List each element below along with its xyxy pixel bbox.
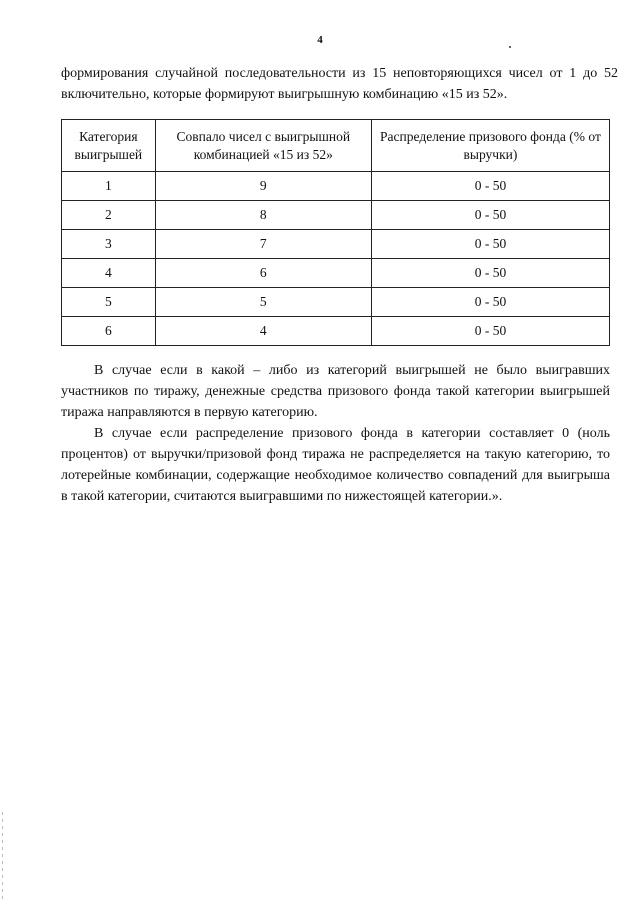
paragraph-no-winners: В случае если в какой – либо из категорий выигрышей не было выигравших участников по тиражу, денежные средства призового фонда такой категории выигрышей тиража направляются в первую категорию.: [61, 363, 610, 420]
page-number: 4: [317, 34, 323, 46]
cell-distribution: 0 - 50: [371, 201, 609, 230]
cell-matched: 6: [155, 259, 371, 288]
cell-category: 4: [62, 259, 156, 288]
header-prize-distribution: Распределение призового фонда (% от выручки): [371, 120, 609, 172]
table-row: [62, 317, 610, 346]
intro-paragraph: формирования случайной последовательности из 15 неповторяющихся чисел от 1 до 52 включительно, которые формируют выигрышную комбинацию «15 из 52».: [61, 66, 618, 102]
cell-category: 2: [62, 201, 156, 230]
cell-matched: 4: [155, 317, 371, 346]
table-row: [62, 230, 610, 259]
cell-category: 5: [62, 288, 156, 317]
body-text: [61, 360, 610, 507]
table-row: [62, 172, 610, 201]
cell-matched: 5: [155, 288, 371, 317]
header-matched-numbers: Совпало чисел с выигрышной комбинацией «15 из 52»: [155, 120, 371, 172]
table-row: [62, 201, 610, 230]
header-category: Категория выигрышей: [62, 120, 156, 172]
cell-distribution: 0 - 50: [371, 172, 609, 201]
cell-category: 3: [62, 230, 156, 259]
cell-matched: 8: [155, 201, 371, 230]
cell-distribution: 0 - 50: [371, 259, 609, 288]
cell-distribution: 0 - 50: [371, 317, 609, 346]
cell-category: 6: [62, 317, 156, 346]
table-row: [62, 288, 610, 317]
cell-distribution: 0 - 50: [371, 230, 609, 259]
cell-category: 1: [62, 172, 156, 201]
table-row: [62, 259, 610, 288]
cell-matched: 7: [155, 230, 371, 259]
cell-distribution: 0 - 50: [371, 288, 609, 317]
prize-distribution-table: [61, 119, 610, 346]
scan-speck: [509, 46, 511, 48]
table-header-row: [62, 120, 610, 172]
paragraph-zero-distribution: В случае если распределение призового фонда в категории составляет 0 (ноль процентов) от выручки/призовой фонд тиража не распределяется на такую категорию, то лотерейные комбинации, содержащие необходимое количество совпадений для выигрыша в такой категории, считаются выигравшими по нижестоящей категории.».: [61, 426, 610, 504]
cell-matched: 9: [155, 172, 371, 201]
scan-margin-mark: [2, 812, 3, 902]
